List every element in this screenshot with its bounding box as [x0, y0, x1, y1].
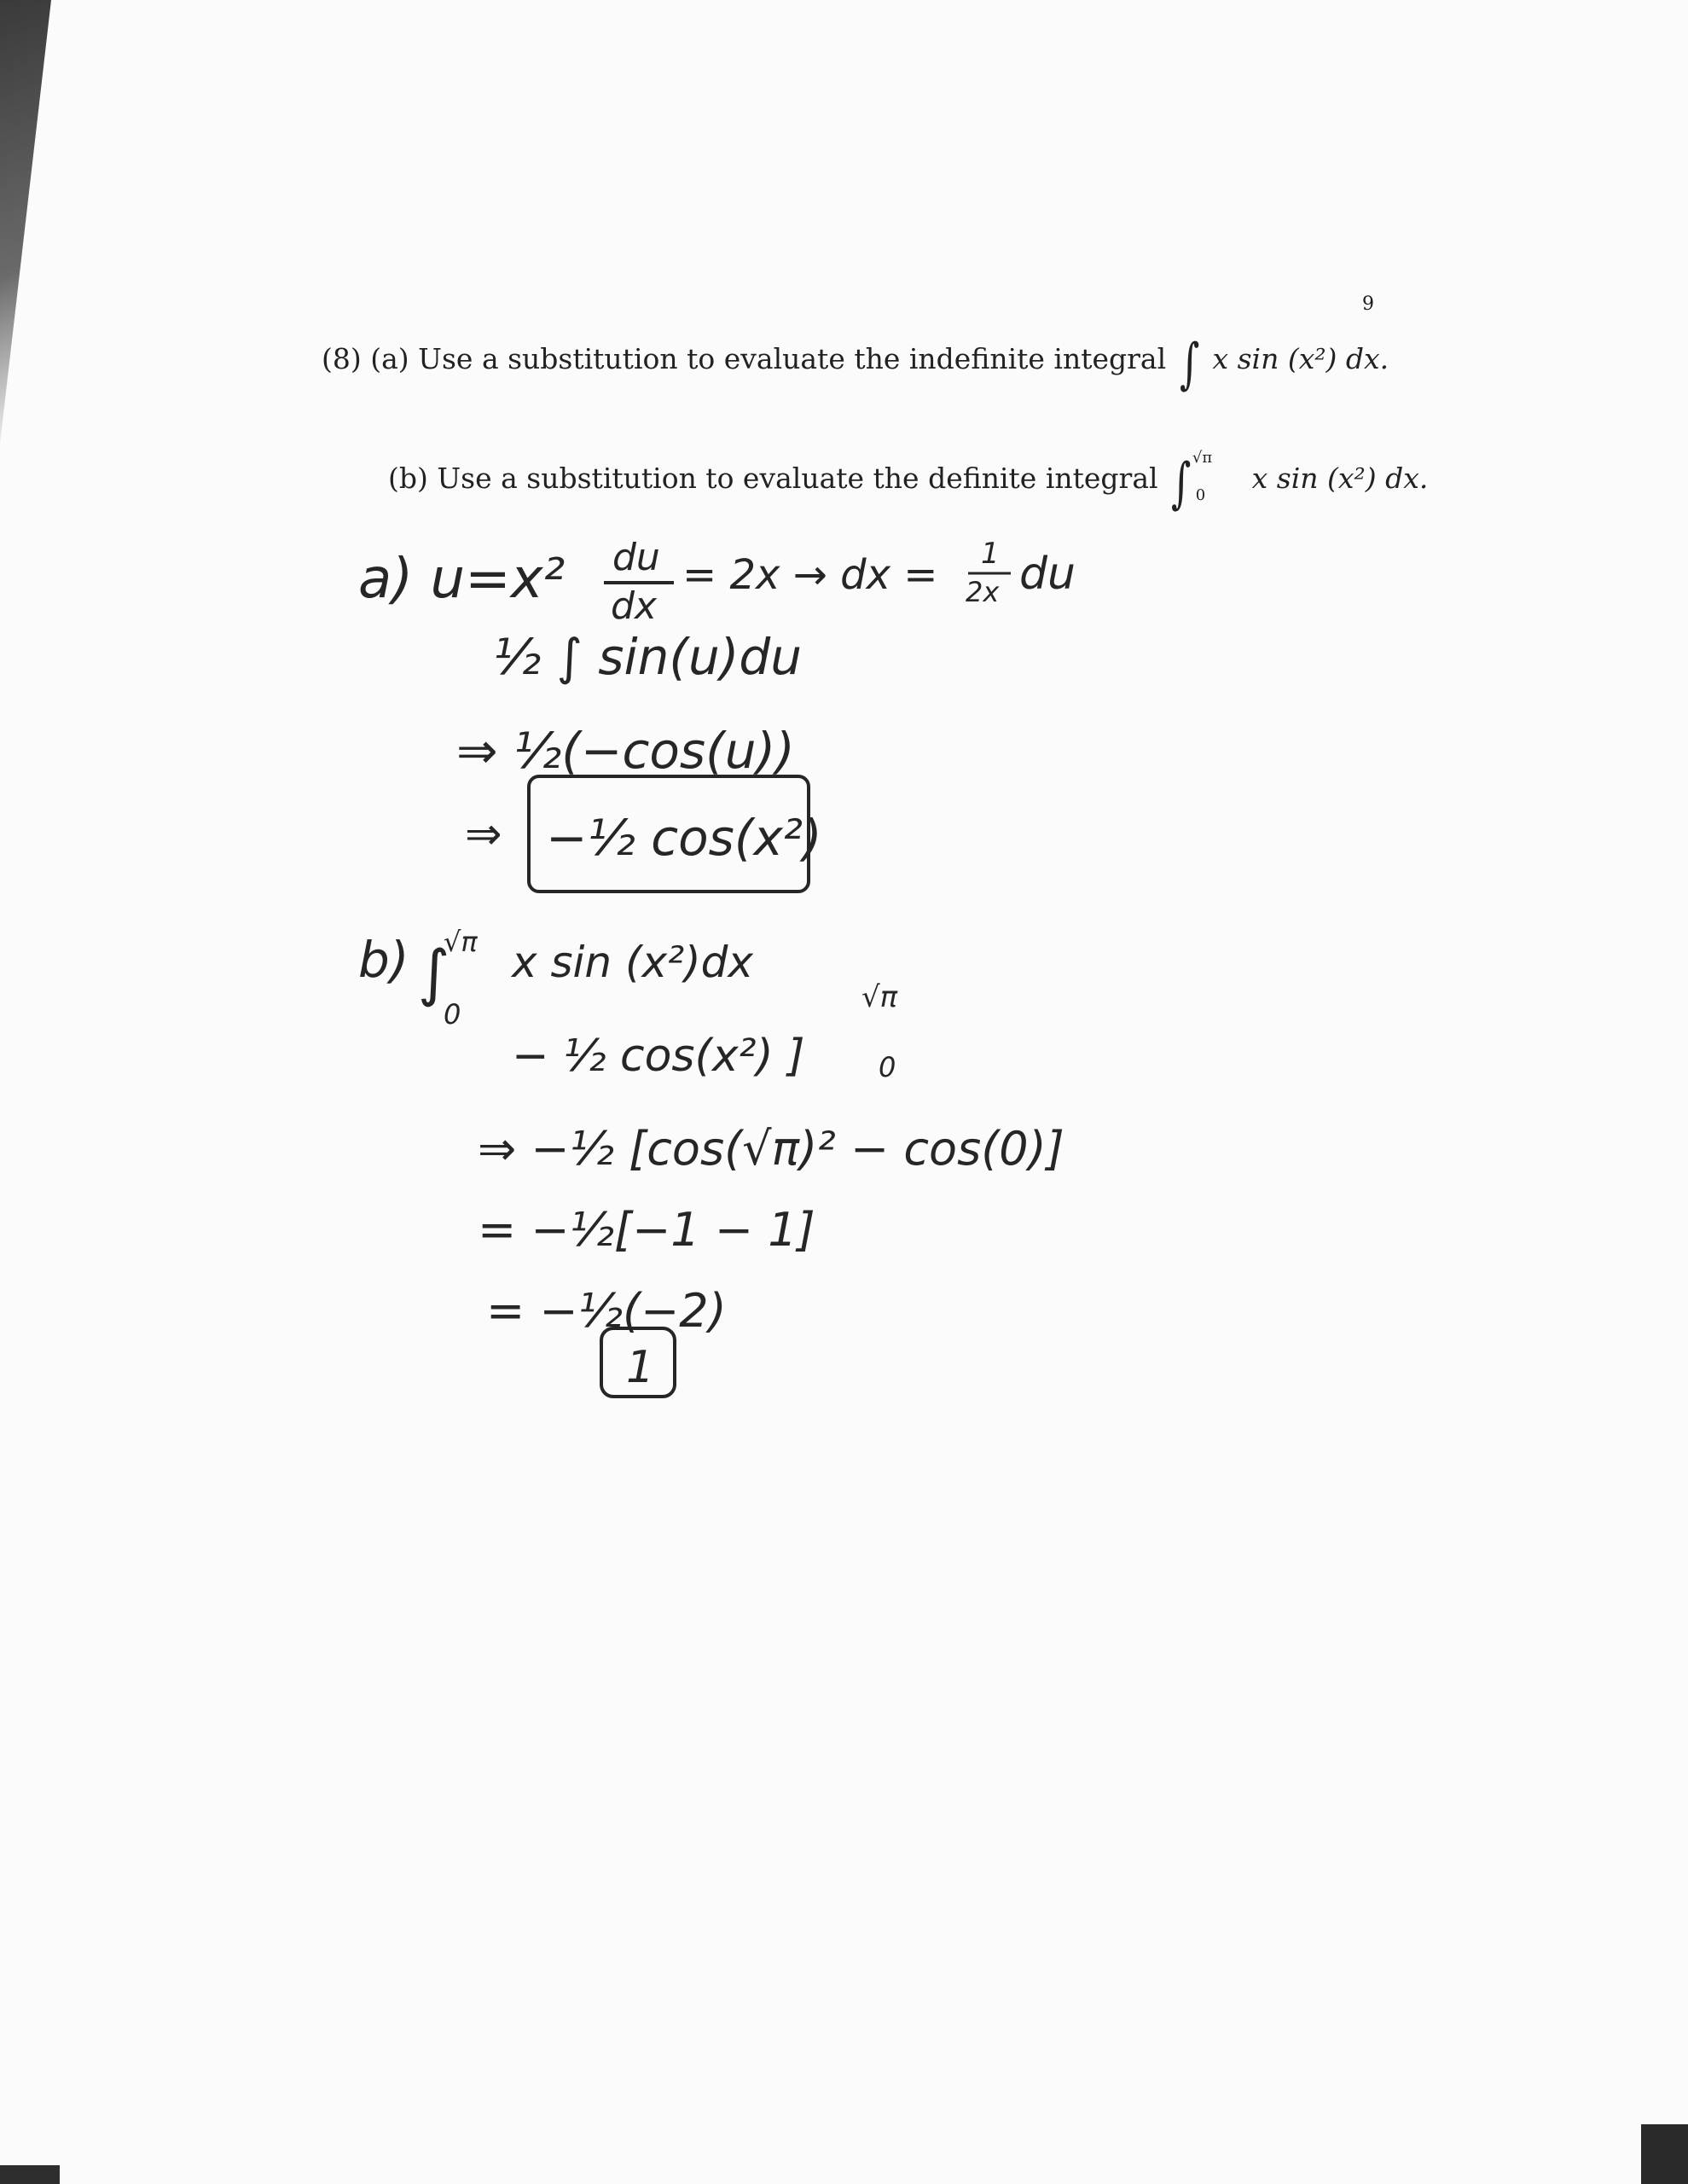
- work-b-integrand: x sin (x²)dx: [512, 938, 753, 987]
- work-a-answer: −½ cos(x²): [546, 809, 822, 867]
- work-a-du: du: [612, 536, 660, 579]
- work-b-line4: = −½[−1 − 1]: [478, 1203, 815, 1257]
- work-a-du-end: du: [1019, 549, 1076, 600]
- question-b-integrand: x sin (x²) dx.: [1251, 462, 1429, 495]
- work-b-answer: 1: [626, 1342, 655, 1393]
- work-b-integral: ∫: [418, 937, 450, 1008]
- work-a-line3: ⇒ ½(−cos(u)): [456, 722, 795, 780]
- question-b-upper-limit: √π: [1192, 449, 1213, 467]
- work-a-frac-den: 2x: [966, 576, 1000, 608]
- question-b-lower-limit: 0: [1195, 486, 1206, 504]
- work-a-line4: ⇒: [465, 809, 502, 860]
- work-b-upper: √π: [444, 926, 478, 958]
- work-b-line2-lower: 0: [879, 1051, 896, 1083]
- work-b-line2: − ½ cos(x²) ]: [512, 1031, 805, 1082]
- work-b-label: b): [358, 931, 409, 989]
- page-number: 9: [1362, 293, 1374, 315]
- integral-sign: ∫: [1171, 452, 1192, 515]
- question-a-text: Use a substitution to evaluate the indefinite integral: [418, 342, 1167, 375]
- question-a-integrand: x sin (x²) dx.: [1212, 342, 1389, 375]
- work-b-lower: 0: [444, 998, 461, 1031]
- work-b-line2-upper: √π: [861, 980, 898, 1014]
- work-a-eq2x: = 2x → dx =: [682, 551, 938, 599]
- question-b-text: Use a substitution to evaluate the definite integral: [437, 462, 1158, 495]
- work-b-line5: = −½(−2): [486, 1284, 727, 1338]
- work-a-dx: dx: [611, 584, 657, 628]
- work-b-line3: ⇒ −½ [cos(√π)² − cos(0)]: [478, 1122, 1064, 1176]
- work-a-line1: a) u=x²: [358, 548, 566, 611]
- work-a-line2: ½ ∫ sin(u)du: [493, 628, 802, 686]
- question-a-label: (8) (a): [322, 342, 409, 375]
- question-b-label: (b): [388, 462, 428, 495]
- integral-sign: ∫: [1179, 333, 1199, 396]
- work-a-frac-num: 1: [981, 537, 1000, 571]
